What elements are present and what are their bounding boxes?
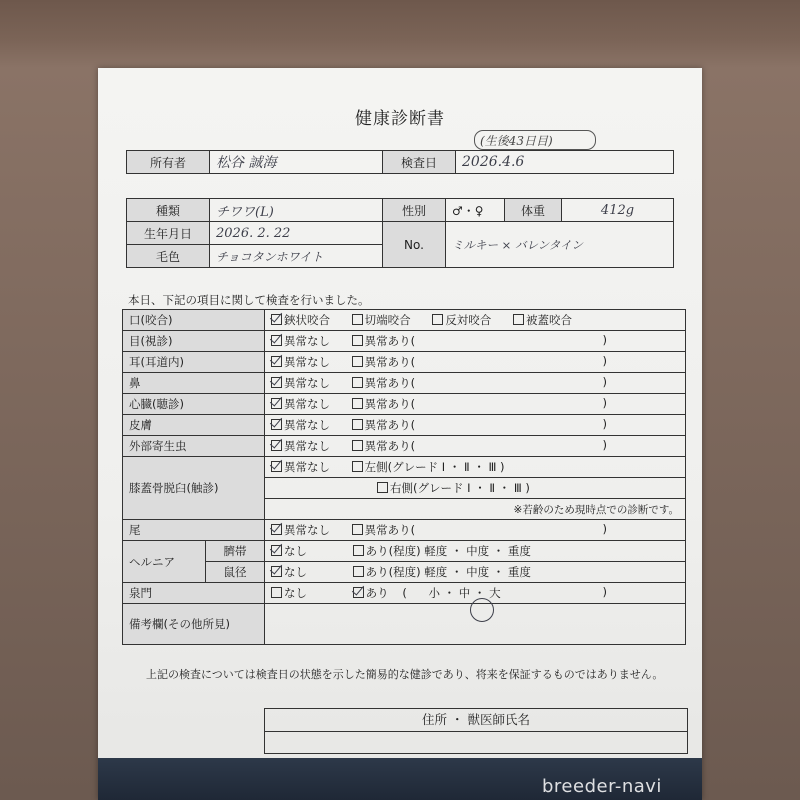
fontanelle-size-circle xyxy=(470,598,494,622)
owner-label: 所有者 xyxy=(127,151,210,174)
checkbox-icon xyxy=(353,587,364,598)
checkbox-icon xyxy=(432,314,443,325)
eyes-label: 目(視診) xyxy=(123,331,265,352)
owner-value: 松谷 誠海 xyxy=(210,151,383,174)
checkbox-icon xyxy=(353,545,364,556)
checkbox-icon xyxy=(352,440,363,451)
heart-options: 異常なし 異常あり( ) xyxy=(265,394,686,415)
birthdate-label: 生年月日 xyxy=(127,222,210,245)
checkbox-icon xyxy=(271,587,282,598)
hernia-umbilical-options: なし あり(程度) 軽度 ・ 中度 ・ 重度 xyxy=(265,541,686,562)
hernia-label: ヘルニア xyxy=(123,541,206,583)
fontanelle-label: 泉門 xyxy=(123,583,265,604)
hernia-inguinal-label: 鼠径 xyxy=(206,562,265,583)
ears-options: 異常なし 異常あり( ) xyxy=(265,352,686,373)
disclaimer: 上記の検査については検査日の状態を示した簡易的な健診であり、将来を保証するものではありません。 xyxy=(146,668,664,681)
checkbox-icon xyxy=(271,314,282,325)
eyes-options: 異常なし 異常あり( ) xyxy=(265,331,686,352)
hernia-inguinal-options: なし あり(程度) 軽度 ・ 中度 ・ 重度 xyxy=(265,562,686,583)
checkbox-icon xyxy=(353,566,364,577)
heart-label: 心臓(聴診) xyxy=(123,394,265,415)
exam-intro: 本日、下記の項目に関して検査を行いました。 xyxy=(128,293,370,307)
patella-right: 右側(グレード Ⅰ ・ Ⅱ ・ Ⅲ ) xyxy=(265,478,686,499)
checkbox-icon xyxy=(271,461,282,472)
age-note: (生後43日目) xyxy=(480,132,553,149)
checkbox-icon xyxy=(352,398,363,409)
checkbox-icon xyxy=(352,314,363,325)
exam-date-label: 検査日 xyxy=(383,151,456,174)
birthdate-value: 2026. 2. 22 xyxy=(210,222,383,245)
owner-table xyxy=(126,150,674,174)
nose-label: 鼻 xyxy=(123,373,265,394)
checkbox-icon xyxy=(377,482,388,493)
vet-signature-box xyxy=(264,708,688,754)
patella-left: 異常なし 左側(グレード Ⅰ ・ Ⅱ ・ Ⅲ ) xyxy=(265,457,686,478)
patella-note: ※若齢のため現時点での診断です。 xyxy=(265,499,686,520)
profile-table xyxy=(126,198,674,268)
checkbox-icon xyxy=(271,566,282,577)
exam-date-value: 2026.4.6 xyxy=(456,151,674,174)
sex-label: 性別 xyxy=(383,199,446,222)
fontanelle-options: なし あり ( 小 ・ 中 ・ 大 ) xyxy=(265,583,686,604)
checkbox-icon xyxy=(271,356,282,367)
breed-label: 種類 xyxy=(127,199,210,222)
checkbox-icon xyxy=(352,377,363,388)
hernia-umbilical-label: 臍帯 xyxy=(206,541,265,562)
watermark: breeder-navi xyxy=(542,776,662,797)
coat-label: 毛色 xyxy=(127,245,210,268)
checkbox-icon xyxy=(271,440,282,451)
parasites-label: 外部寄生虫 xyxy=(123,436,265,457)
no-label: No. xyxy=(383,222,446,268)
vet-header: 住所 ・ 獣医師氏名 xyxy=(265,709,687,732)
checkbox-icon xyxy=(271,524,282,535)
sex-value: ♂・♀ xyxy=(446,199,505,222)
checkbox-icon xyxy=(352,356,363,367)
no-value: ミルキー × バレンタイン xyxy=(446,222,674,268)
checkbox-icon xyxy=(271,545,282,556)
checkbox-icon xyxy=(271,377,282,388)
checkbox-icon xyxy=(513,314,524,325)
checkbox-icon xyxy=(271,335,282,346)
weight-label: 体重 xyxy=(505,199,562,222)
exam-table xyxy=(122,309,686,645)
ears-label: 耳(耳道内) xyxy=(123,352,265,373)
nose-options: 異常なし 異常あり( ) xyxy=(265,373,686,394)
checkbox-icon xyxy=(352,419,363,430)
weight-value: 412g xyxy=(562,199,674,222)
skin-options: 異常なし 異常あり( ) xyxy=(265,415,686,436)
checkbox-icon xyxy=(271,398,282,409)
parasites-options: 異常なし 異常あり( ) xyxy=(265,436,686,457)
skin-label: 皮膚 xyxy=(123,415,265,436)
checkbox-icon xyxy=(352,335,363,346)
mouth-options: 鋏状咬合 切端咬合 反対咬合 被蓋咬合 xyxy=(265,310,686,331)
mouth-label: 口(咬合) xyxy=(123,310,265,331)
tail-label: 尾 xyxy=(123,520,265,541)
fontanelle-sizes: 小 ・ 中 ・ 大 xyxy=(428,586,501,600)
breed-value: チワワ(L) xyxy=(210,199,383,222)
coat-value: チョコタンホワイト xyxy=(210,245,383,268)
checkbox-icon xyxy=(271,419,282,430)
tail-options: 異常なし 異常あり( ) xyxy=(265,520,686,541)
patella-label: 膝蓋骨脱臼(触診) xyxy=(123,457,265,520)
document-title: 健康診断書 xyxy=(355,109,445,129)
checkbox-icon xyxy=(352,524,363,535)
checkbox-icon xyxy=(352,461,363,472)
remarks-label: 備考欄(その他所見) xyxy=(123,604,265,645)
